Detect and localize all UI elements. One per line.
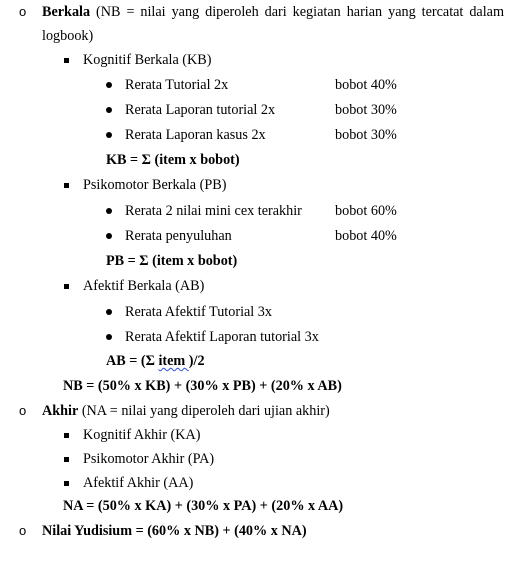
circle-bullet-icon: o [19, 4, 27, 19]
psikomotor-item-label: Rerata penyuluhan [125, 228, 232, 244]
akhir-description: (NA = nilai yang diperoleh dari ujian akhir) [81, 403, 330, 419]
berkala-heading [42, 3, 504, 21]
square-bullet-icon [64, 481, 69, 486]
afektif-formula-word: item [158, 353, 189, 369]
kognitif-item-weight: bobot 40% [335, 77, 397, 93]
dot-bullet-icon [106, 334, 112, 340]
kognitif-formula: KB = Σ (item x bobot) [106, 152, 240, 168]
berkala-description-continued: logbook) [42, 28, 94, 44]
afektif-item-label: Rerata Afektif Laporan tutorial 3x [125, 329, 319, 345]
kognitif-item-weight: bobot 30% [335, 127, 397, 143]
square-bullet-icon [64, 183, 69, 188]
kognitif-item-label: Rerata Tutorial 2x [125, 77, 229, 93]
yudisium-formula: Nilai Yudisium = (60% x NB) + (40% x NA) [42, 523, 307, 539]
kognitif-item-label: Rerata Laporan tutorial 2x [125, 102, 276, 118]
kognitif-item-weight: bobot 30% [335, 102, 397, 118]
berkala-description: (NB = nilai yang diperoleh dari kegiatan harian yang tercatat dalam [96, 4, 504, 20]
circle-bullet-icon: o [19, 523, 27, 538]
na-formula: NA = (50% x KA) + (30% x PA) + (20% x AA) [63, 498, 344, 514]
dot-bullet-icon [106, 208, 112, 214]
afektif-formula-prefix: AB = (Σ [106, 353, 159, 369]
afektif-item-label: Rerata Afektif Tutorial 3x [125, 304, 272, 320]
dot-bullet-icon [106, 233, 112, 239]
circle-bullet-icon: o [19, 403, 27, 418]
akhir-item-label: Kognitif Akhir (KA) [83, 427, 201, 443]
square-bullet-icon [64, 457, 69, 462]
akhir-item-label: Afektif Akhir (AA) [83, 475, 194, 491]
psikomotor-formula: PB = Σ (item x bobot) [106, 253, 238, 269]
kognitif-item-label: Rerata Laporan kasus 2x [125, 127, 266, 143]
akhir-heading [42, 402, 330, 420]
dot-bullet-icon [106, 309, 112, 315]
dot-bullet-icon [106, 132, 112, 138]
nb-formula: NB = (50% x KB) + (30% x PB) + (20% x AB) [63, 378, 342, 394]
akhir-item-label: Psikomotor Akhir (PA) [83, 451, 215, 467]
dot-bullet-icon [106, 82, 112, 88]
kognitif-berkala-label: Kognitif Berkala (KB) [83, 52, 212, 68]
psikomotor-item-weight: bobot 60% [335, 203, 397, 219]
afektif-formula [106, 352, 205, 370]
afektif-berkala-label: Afektif Berkala (AB) [83, 278, 205, 294]
psikomotor-berkala-label: Psikomotor Berkala (PB) [83, 177, 227, 193]
square-bullet-icon [64, 284, 69, 289]
akhir-title: Akhir [42, 403, 79, 419]
square-bullet-icon [64, 58, 69, 63]
psikomotor-item-label: Rerata 2 nilai mini cex terakhir [125, 203, 302, 219]
afektif-formula-suffix: )/2 [188, 353, 205, 369]
dot-bullet-icon [106, 107, 112, 113]
square-bullet-icon [64, 433, 69, 438]
berkala-title: Berkala [42, 4, 91, 20]
psikomotor-item-weight: bobot 40% [335, 228, 397, 244]
